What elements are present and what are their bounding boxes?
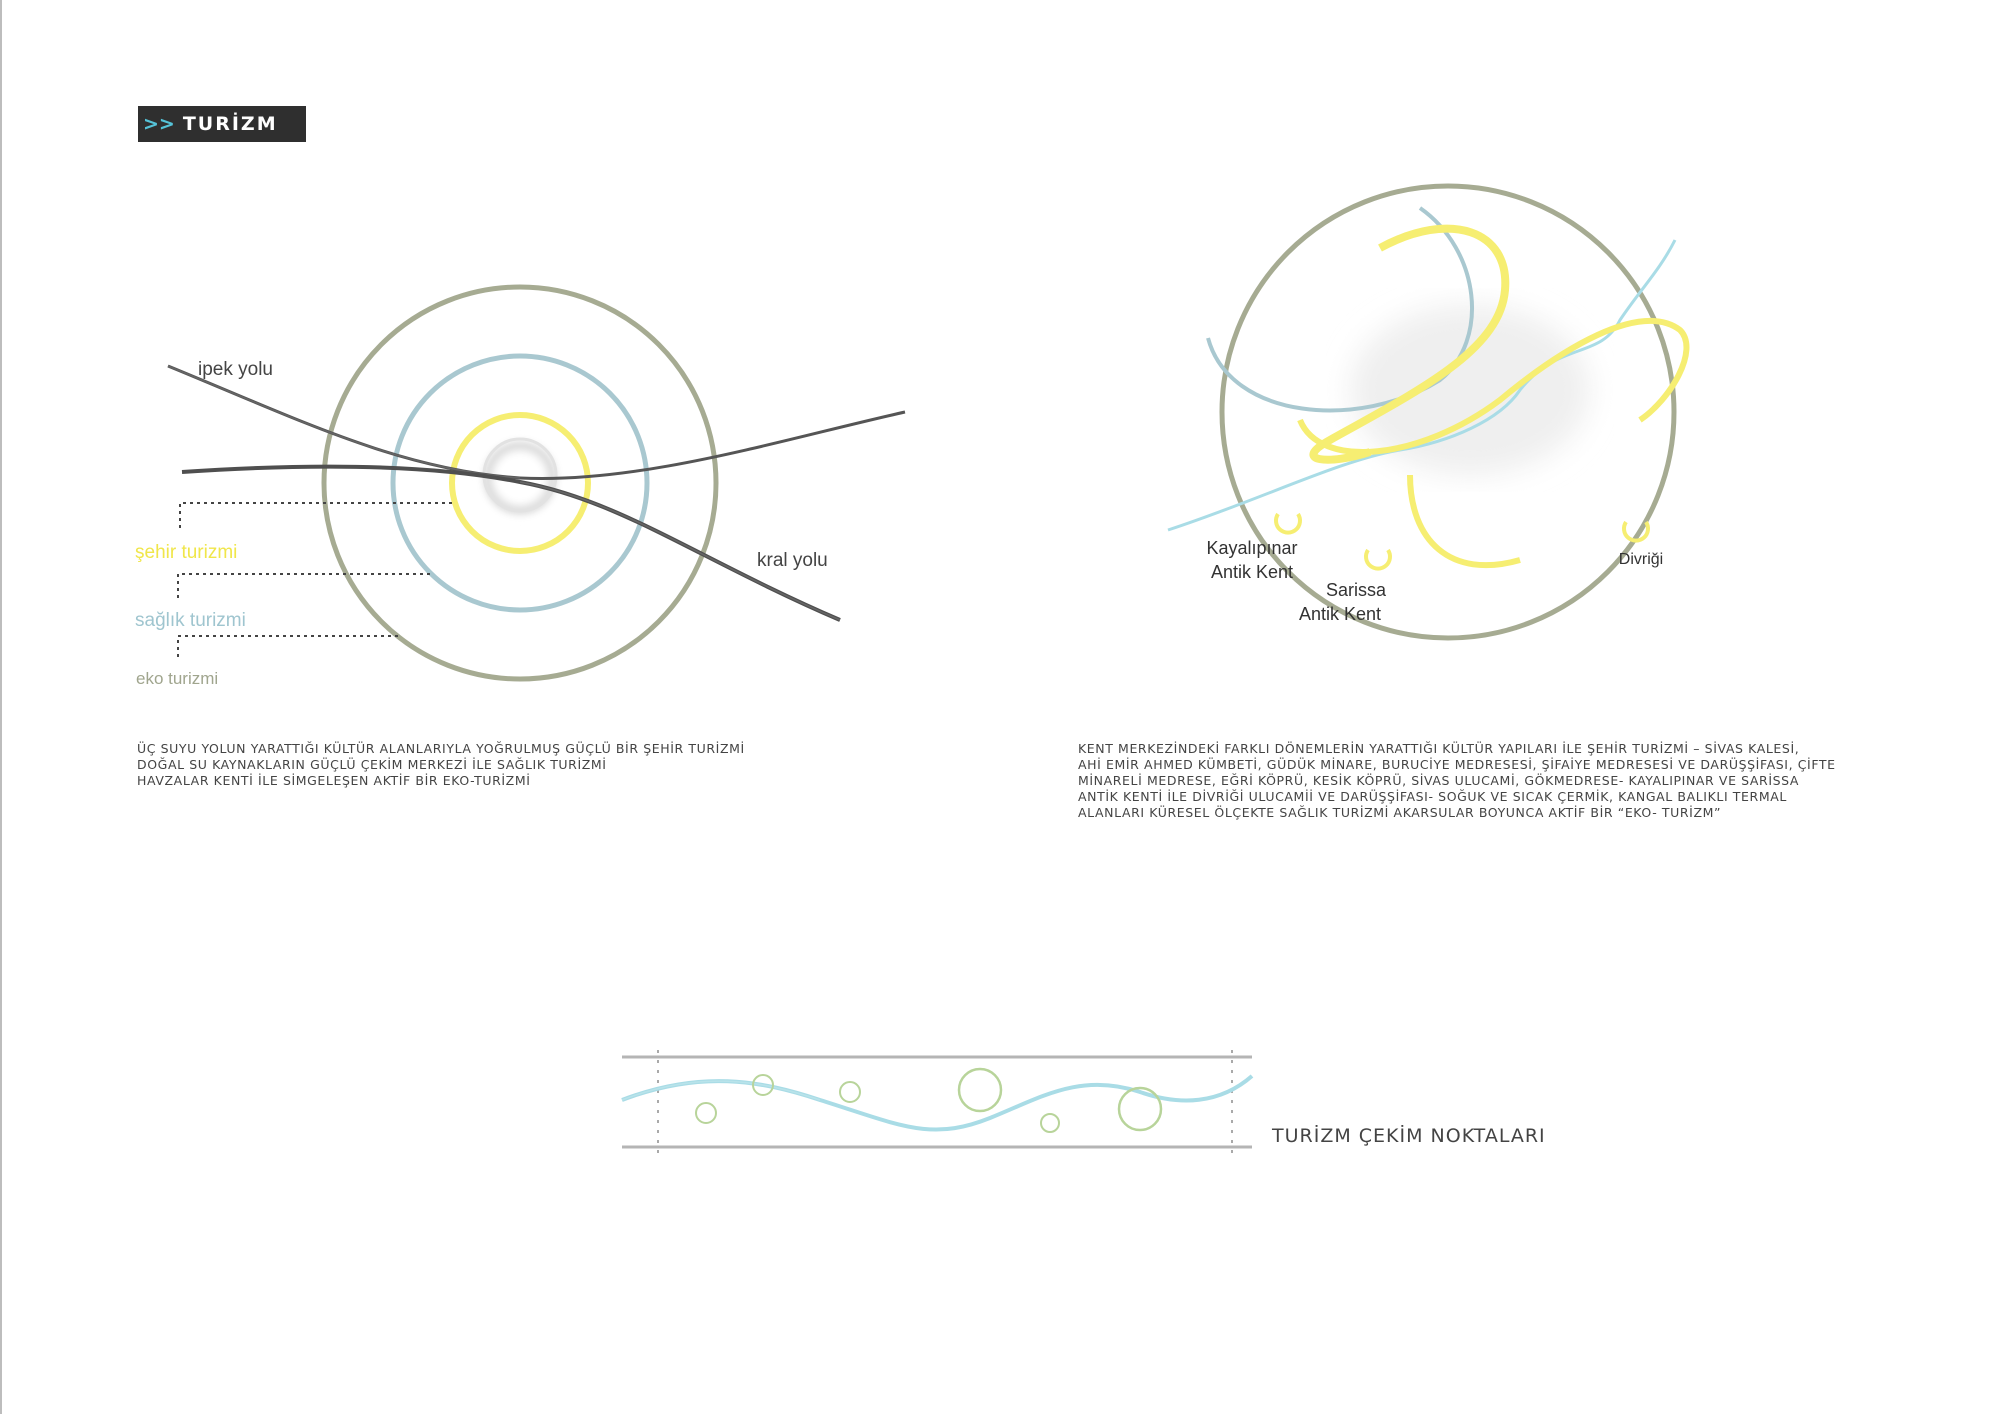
silk-road-label: ipek yolu: [198, 359, 273, 380]
caption-line: ÜÇ SUYU YOLUN YARATTIĞI KÜLTÜR ALANLARIYLA YOĞRULMUŞ GÜÇLÜ BİR ŞEHİR TURİZMİ: [137, 741, 745, 756]
kayalipinar-label-1: Kayalıpınar: [1206, 538, 1298, 558]
attraction-bubble-large: [1119, 1088, 1161, 1130]
strip-river-thin: [622, 1081, 820, 1100]
royal-road-label: kral yolu: [757, 550, 828, 571]
sarissa-label-1: Sarissa: [1325, 580, 1387, 600]
legend-city-tourism: şehir turizmi: [135, 542, 238, 563]
caption-line: ANTİK KENTİ İLE DİVRİĞİ ULUCAMİİ VE DARÜŞŞİFASI- SOĞUK VE SICAK ÇERMİK, KANGAL BALIKLI TERMAL: [1078, 789, 1787, 804]
attraction-bubble: [696, 1103, 716, 1123]
caption-line: DOĞAL SU KAYNAKLARIN GÜÇLÜ ÇEKİM MERKEZİ İLE SAĞLIK TURİZMİ: [137, 757, 607, 772]
kayalipinar-label-2: Antik Kent: [1210, 562, 1294, 582]
attraction-bubble: [840, 1082, 860, 1102]
caption-line: AHİ EMİR AHMED KÜMBETİ, GÜDÜK MİNARE, BURUCİYE MEDRESESİ, ŞİFAİYE MEDRESESİ VE DARÜŞŞİFASI, ÇİFTE: [1078, 757, 1836, 772]
chevron-icon: >>: [143, 113, 175, 135]
caption-line: MİNARELİ MEDRESE, EĞRİ KÖPRÜ, KESİK KÖPRÜ, SİVAS ULUCAMİ, GÖKMEDRESE- KAYALIPINAR VE SARİSSA: [1078, 773, 1800, 788]
caption-line: KENT MERKEZİNDEKİ FARKLI DÖNEMLERİN YARATTIĞI KÜLTÜR YAPILARI İLE ŞEHİR TURİZMİ – SİVAS KALESİ,: [1078, 741, 1800, 756]
divrigi-label: Divriği: [1618, 551, 1664, 568]
legend-health-tourism: sağlık turizmi: [135, 610, 246, 631]
caption-line: HAVZALAR KENTİ İLE SİMGELEŞEN AKTİF BİR EKO-TURİZMİ: [137, 773, 531, 788]
attraction-bubble-large: [959, 1069, 1001, 1111]
section-title: TURİZM: [182, 113, 278, 135]
caption-line: ALANLARI KÜRESEL ÖLÇEKTE SAĞLIK TURİZMİ AKARSULAR BOYUNCA AKTİF BİR “EKO- TURİZM”: [1078, 805, 1722, 820]
attraction-bubble: [1041, 1114, 1059, 1132]
sarissa-label-2: Antik Kent: [1298, 604, 1382, 624]
strip-label: TURİZM ÇEKİM NOKTALARI: [1272, 1125, 1546, 1147]
legend-eco-tourism: eko turizmi: [136, 669, 219, 688]
